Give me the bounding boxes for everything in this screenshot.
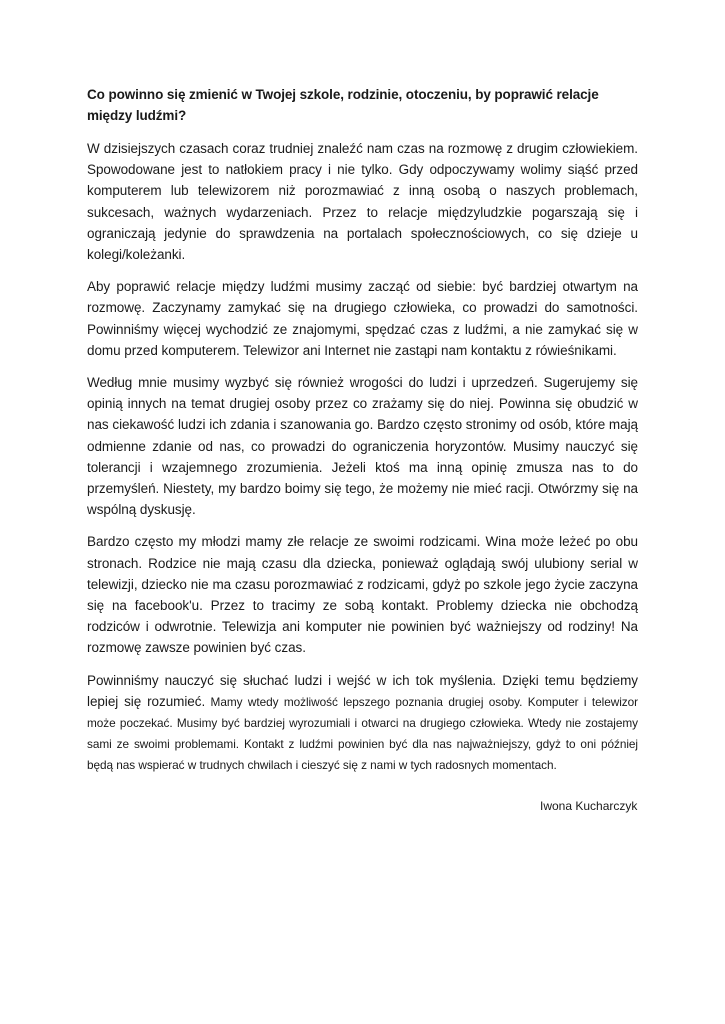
paragraph-5 xyxy=(87,670,638,776)
document-title: Co powinno się zmienić w Twojej szkole, rodzinie, otoczeniu, by poprawić relacje między ludźmi? xyxy=(87,87,599,123)
paragraph-4: Bardzo często my młodzi mamy złe relacje ze swoimi rodzicami. Wina może leżeć po obu stronach. Rodzice nie mają czasu dla dziecka, ponieważ oglądają swój ulubiony serial w telewizji, dziecko nie ma czasu porozmawiać z rodzicami, gdyż po szkole jego życie zaczyna się na facebook'u. Przez to tracimy ze sobą kontakt. Problemy dziecka nie obchodzą rodziców i odwrotnie. Telewizja ani komputer nie powinien być ważniejszy od rodziny! Na rozmowę zawsze powinien być czas. xyxy=(87,534,638,656)
document-body xyxy=(87,84,638,787)
paragraph-1: W dzisiejszych czasach coraz trudniej znaleźć nam czas na rozmowę z drugim człowiekiem. Spowodowane jest to natłokiem pracy i nie tylko. Gdy odpoczywamy wolimy siąść przed komputerem lub telewizorem niż porozmawiać z inną osobą o naszych problemach, sukcesach, ważnych wydarzeniach. Przez to relacje międzyludzkie pogarszają się i ograniczają jedynie do sprawdzenia na portalach społecznościowych, co się dzieje u kolegi/koleżanki. xyxy=(87,141,638,263)
paragraph-5-rest: Mamy wtedy możliwość lepszego poznania drugiej osoby. Komputer i telewizor może poczekać. Musimy być bardziej wyrozumiali i otwarci na drugiego człowieka. Wtedy nie zostajemy sami ze swoimi problemami. Kontakt z ludźmi powinien być dla nas najważniejszy, gdyż to oni później będą nas wspierać w trudnych chwilach i cieszyć się z nami w tych radosnych momentach. xyxy=(87,694,639,773)
author-signature: Iwona Kucharczyk xyxy=(540,799,638,813)
paragraph-5-lead: Powinniśmy nauczyć się słuchać ludzi i wejść w ich tok myślenia. Dzięki temu będziemy lepiej się rozumieć. xyxy=(87,672,638,709)
paragraph-3: Według mnie musimy wyzbyć się również wrogości do ludzi i uprzedzeń. Sugerujemy się opinią innych na temat drugiej osoby przez co zrażamy się do niej. Powinna się obudzić w nas ciekawość ludzi ich zdania i szanowania go. Bardzo często stronimy od osób, które mają odmienne zdanie od nas, co prowadzi do ograniczenia horyzontów. Musimy nauczyć się tolerancji i wzajemnego zrozumienia. Jeżeli ktoś ma inną opinię zmusza nas to do przemyśleń. Niestety, my bardzo boimy się tego, że możemy nie mieć racji. Otwórzmy się na wspólną dyskusję. xyxy=(87,375,638,518)
paragraph-2: Aby poprawić relacje między ludźmi musimy zacząć od siebie: być bardziej otwartym na rozmowę. Zaczynamy zamykać się na drugiego człowieka, co prowadzi do samotności. Powinniśmy więcej wychodzić ze znajomymi, spędzać czas z ludźmi, a nie zamykać się w domu przed komputerem. Telewizor ani Internet nie zastąpi nam kontaktu z rówieśnikami. xyxy=(87,279,638,358)
